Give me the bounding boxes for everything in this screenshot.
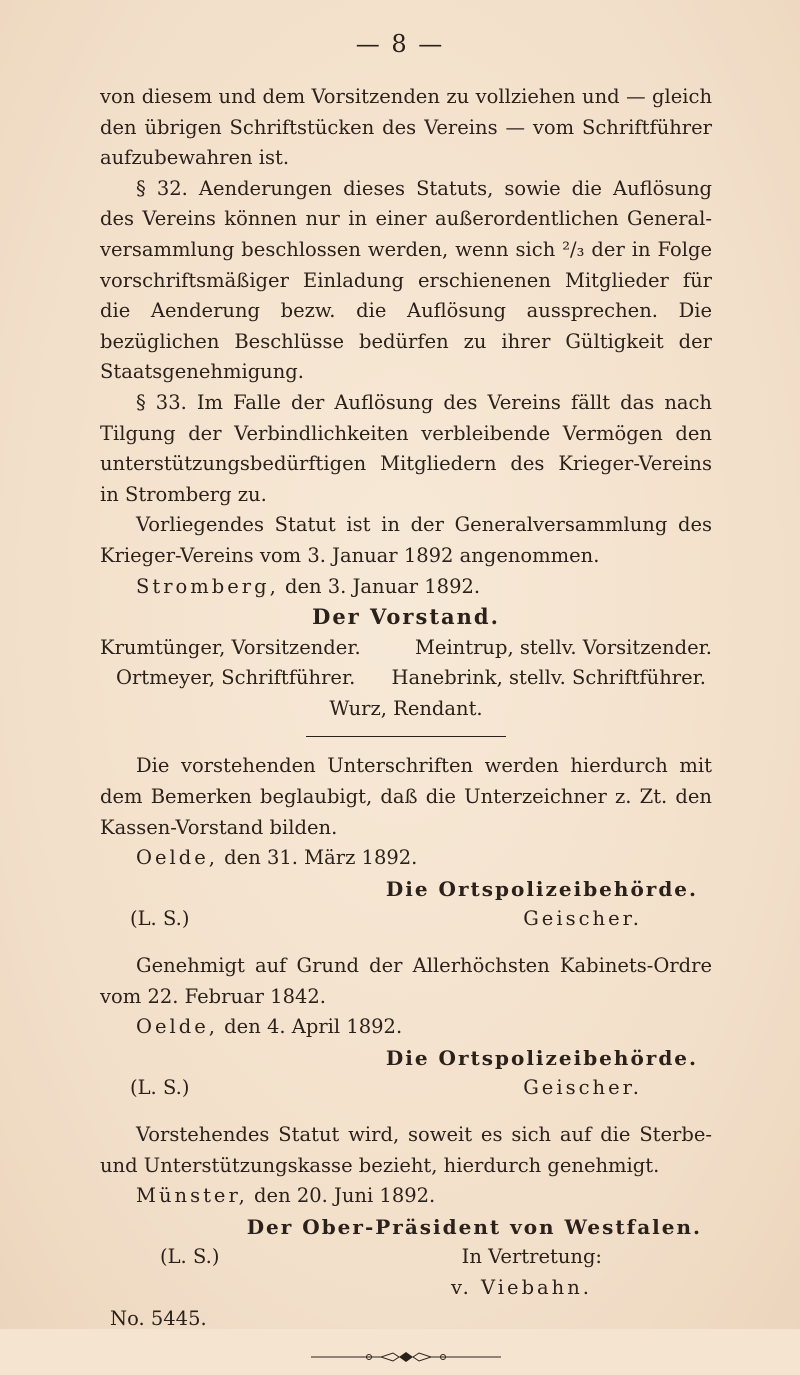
signer-name: Geischer. (523, 1076, 642, 1100)
seal-mark: (L. S.) (160, 1245, 220, 1269)
authority-heading-2: Die Ortspolizeibehörde. (385, 1045, 698, 1070)
date-text: den 4. April 1892. (217, 1015, 403, 1039)
deputy-name: v. Viebahn. (450, 1275, 592, 1299)
ornament-icon (311, 1349, 501, 1365)
place-date-stromberg (100, 572, 712, 603)
paragraph-continuation: von diesem und dem Vorsitzenden zu vollziehen und — gleich den übrigen Schriftstücken des Vereins — vom Schriftführer aufzubewahren ist. (100, 85, 712, 170)
paragraph-section-33: § 33. Im Falle der Auflösung des Vereins fällt das nach Tilgung der Verbindlichkeiten verbleibende Vermögen den unterstützungsbedürftigen Mitgliedern des Krieger-Vereins in Stromberg zu. (100, 390, 712, 506)
signature-deputy-chairman: Meintrup, stellv. Vorsitzender. (414, 635, 712, 659)
paragraph-provincial-approval: Vorstehendes Statut wird, soweit es sich auf die Sterbe- und Unterstützungskasse bezieht, hierdurch genehmigt. (100, 1123, 712, 1177)
signature-chairman: Krumtünger, Vorsitzender. (100, 635, 361, 659)
vorstand-heading: Der Vorstand. (312, 604, 500, 630)
place-name: Stromberg, (136, 574, 279, 598)
place-name: Münster, (136, 1184, 248, 1208)
page-number: — 8 — (355, 30, 445, 58)
deputy-label: In Vertretung: (461, 1245, 602, 1269)
paragraph-certification: Die vorstehenden Unterschriften werden hierdurch mit dem Bemerken beglaubigt, daß die Unterzeichner z. Zt. den Kassen-Vorstand bilden. (100, 754, 712, 839)
place-date-oelde-2 (100, 1012, 712, 1043)
seal-row-2 (100, 1073, 712, 1104)
document-body (100, 82, 712, 1375)
signature-row-1 (100, 633, 712, 664)
place-name: Oelde, (136, 1015, 218, 1039)
authority-heading-3: Der Ober-Präsident von Westfalen. (246, 1214, 702, 1239)
signature-secretary: Ortmeyer, Schriftführer. (116, 666, 356, 690)
seal-mark: (L. S.) (130, 1076, 190, 1100)
paragraph-section-32: § 32. Aenderungen dieses Statuts, sowie die Auflösung des Vereins können nur in einer außerordentlichen General-versammlung beschlossen werden, wenn sich ²/₃ der in Folge vorschriftsmäßiger Einladung erschienenen Mitglieder für die Aenderung bezw. die Auflösung aussprechen. Die bezüglichen Beschlüsse bedürfen zu ihrer Gültigkeit der Staatsgenehmigung. (100, 176, 712, 384)
place-name: Oelde, (136, 846, 218, 870)
divider-rule (306, 736, 506, 737)
place-date-muenster (100, 1181, 712, 1212)
seal-row-1 (100, 904, 712, 935)
reference-number: No. 5445. (110, 1306, 207, 1330)
signature-row-2 (100, 663, 712, 694)
signature-deputy-secretary: Hanebrink, stellv. Schriftführer. (391, 666, 706, 690)
seal-row-3 (100, 1242, 712, 1273)
paragraph-adoption: Vorliegendes Statut ist in der Generalversammlung des Krieger-Vereins vom 3. Januar 1892 angenommen. (100, 513, 712, 567)
place-date-oelde-1 (100, 843, 712, 874)
paragraph-approval: Genehmigt auf Grund der Allerhöchsten Kabinets-Ordre vom 22. Februar 1842. (100, 954, 712, 1008)
signer-name: Geischer. (523, 907, 642, 931)
authority-heading-1: Die Ortspolizeibehörde. (385, 876, 698, 901)
seal-mark: (L. S.) (130, 907, 190, 931)
deputy-signer (100, 1273, 712, 1304)
date-text: den 20. Juni 1892. (247, 1184, 436, 1208)
signature-treasurer: Wurz, Rendant. (329, 696, 483, 720)
spacer (100, 1104, 712, 1120)
date-text: den 3. Januar 1892. (278, 574, 481, 598)
ornament-divider (100, 1344, 712, 1375)
date-text: den 31. März 1892. (217, 846, 418, 870)
spacer (100, 935, 712, 951)
